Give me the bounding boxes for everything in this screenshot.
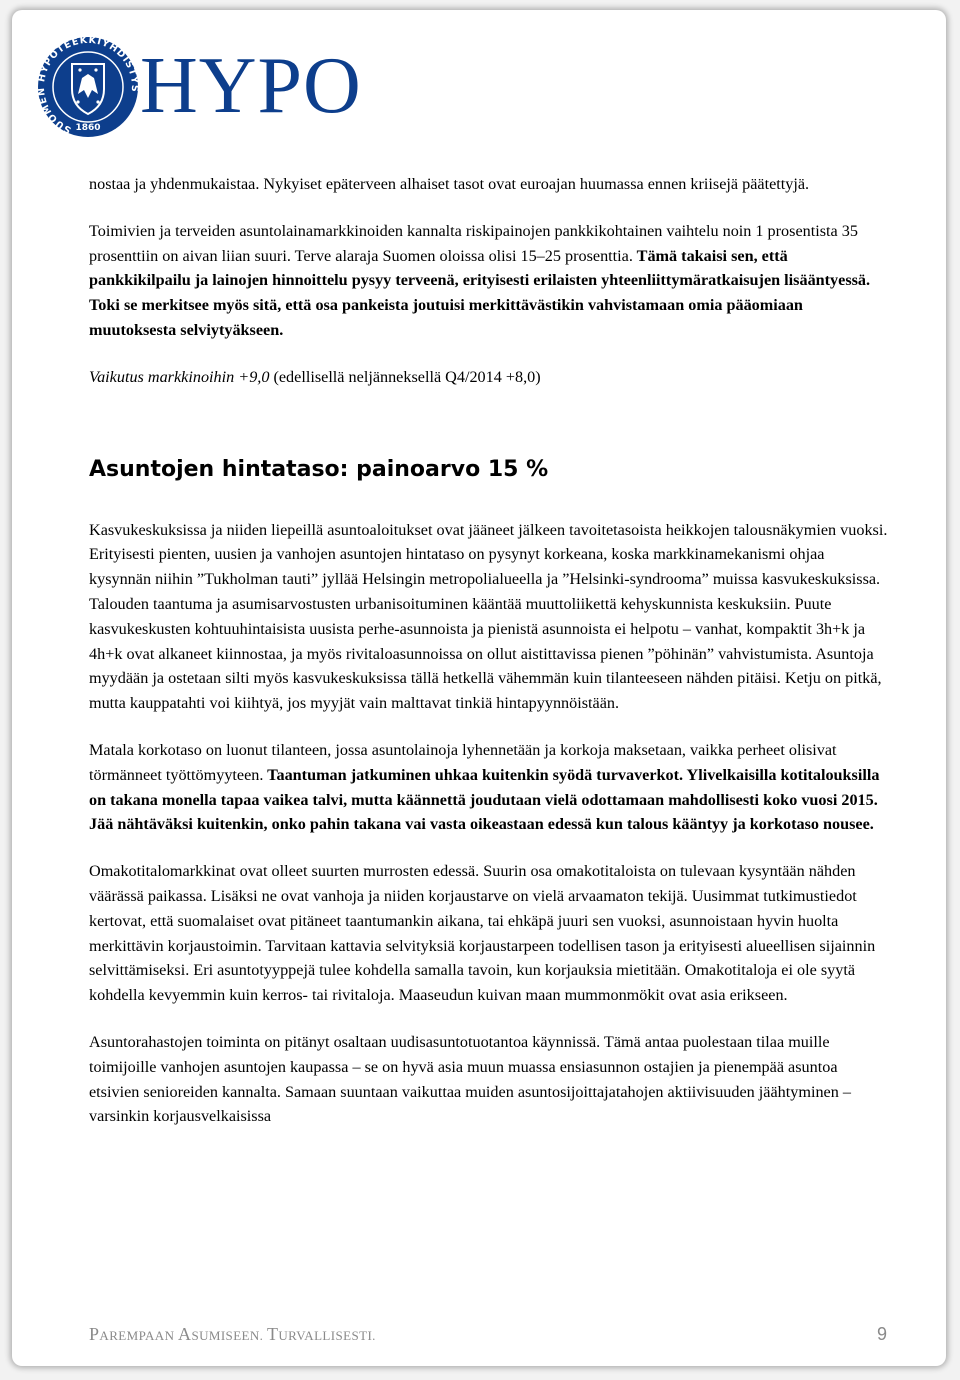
interest-rates-text: Matala korkotaso on luonut tilanteen, jossa asuntolainoja lyhennetään ja korkoja maksetaan, vaikka perheet olisivat törmänneet työttömyyteen. <box>89 740 837 784</box>
paragraph-detached-houses: Omakotitalomarkkinat ovat olleet suurten murrosten edessä. Suurin osa omakotitaloista on tulevaan kysyntään nähden väärässä paikassa. Lisäksi ne ovat vanhoja ja niiden korjaustarve on vielä arvaamaton tekijä. Uusimmat tutkimustiedot kertovat, että suomalaiset ovat pitäneet taantumankin aikana, tai ehkäpä juuri sen vuoksi, asunnoistaan hyvin huolta merkittävin korjaustoimin. Tarvitaan kattavia selvityksiä korjaustarpeen todellisen tason ja erityisesti alueellisen sijainnin selvittämiseksi. Eri asuntotyyppejä tulee kohdella samalla tavoin, kun korjauksia mietitään. Omakotitaloja ei ole syytä kohdella kevyemmin kuin kerros- tai rivitaloja. Maaseudun kuivan maan mummonmökit ovat asia erikseen. <box>89 862 876 1005</box>
hypo-wordmark: HYPO <box>140 42 362 130</box>
seal-year: 1860 <box>75 123 101 133</box>
seal-text: SUOMEN HYPOTEEKKIYHDISTYS <box>36 34 141 136</box>
paragraph-continuation: nostaa ja yhdenmukaistaa. Nykyiset epäterveen alhaiset tasot ovat euroajan huumassa ennen kriisejä päätettyjä. <box>89 175 810 193</box>
paragraph-price-level: Kasvukeskuksissa ja niiden liepeillä asuntoaloitukset ovat jääneet jälkeen tavoitetasoista heikkojen talousnäkymien vuoksi. Erityisesti pienten, uusien ja vanhojen asuntojen hintataso on pysynyt korkeana, koska markkinamekanismi ohjaa kysynnän niihin ”Tukholman tauti” jyllää Helsingin metropolialueella ja ”Helsinki-syndrooma” muissa kasvukeskuksissa. Talouden taantuma ja asumisarvostusten urbanisoituminen kääntää muuttoliikettä kehyskunnista keskuksiin. Puute kasvukeskusten kohtuuhintaisista uusista perhe-asunnoista ja pienistä asunnoista ei helpotu – vanhat, kompaktit 3h+k ja 4h+k ovat alkaneet kiinnostaa, ja myös rivitaloasunnoissa on ollut aistittavissa pienen ”pöhinän” vahvistumista. Asuntoja myydään ja ostetaan silti myös kasvukeskuksissa tällä hetkellä vähemmän kuin tilanteeseen nähden pitäisi. Ketju on pitkä, mutta kauppatahti voi kiihtyä, jos myyjät vain malttavat tinkiä hintapyynnöistään. <box>89 520 888 713</box>
document-body <box>89 172 889 1151</box>
market-impact-previous: (edellisellä neljänneksellä Q4/2014 +8,0) <box>269 367 541 386</box>
page-number: 9 <box>877 1324 888 1344</box>
interest-rates-bold-text: Taantuman jatkuminen uhkaa kuitenkin syödä turvaverkot. Ylivelkaisilla kotitalouksilla on takana monella tapaa vaikea talvi, mutta käännettä joudutaan vielä odottamaan mahdollisesti koko vuosi 2015. Jää nähtäväksi kuitenkin, onko pahin takana vai vasta oikeastaan edessä kun talous kääntyy ja korkotaso nousee. <box>89 765 880 834</box>
market-impact-label: Vaikutus markkinoihin +9,0 <box>89 367 270 386</box>
risk-weights-bold-text: Tämä takaisi sen, että pankkikilpailu ja lainojen hinnoittelu pysyy terveenä, erityisesti erilaisten yhteenliittymäratkaisujen lisääntyessä. Toki se merkitsee myös sitä, että osa pankeista joutuisi merkittävästikin vahvistamaan omia pääomiaan muutoksesta selviytyäkseen. <box>89 246 871 339</box>
footer-slogan: PAREMPAAN ASUMISEEN. TURVALLISESTI. <box>89 1324 376 1344</box>
paragraph-housing-funds: Asuntorahastojen toiminta on pitänyt osaltaan uudisasuntotuotantoa käynnissä. Tämä antaa puolestaan tilaa muille toimijoille vanhojen asuntojen kaupassa – se on hyvä asia muun muassa ensiasunnon ostajien ja pienempää asuntoa etsivien senioreiden kannalta. Samaan suuntaan vaikuttaa muiden asuntosijoittajatahojen aktiivisuuden jäähtyminen – varsinkin korjausvelkaisissa <box>89 1032 851 1126</box>
risk-weights-text: Toimivien ja terveiden asuntolainamarkkinoiden kannalta riskipainojen pankkikohtainen vaihtelu noin 1 prosentista 35 prosenttiin on aivan liian suuri. Terve alaraja Suomen oloissa olisi 15–25 prosenttia. <box>89 221 858 265</box>
paragraph-interest-rates <box>89 738 889 837</box>
paragraph-risk-weights <box>89 219 889 343</box>
section-heading: Asuntojen hintataso: painoarvo 15 % <box>89 456 549 482</box>
market-impact-line <box>89 365 889 390</box>
